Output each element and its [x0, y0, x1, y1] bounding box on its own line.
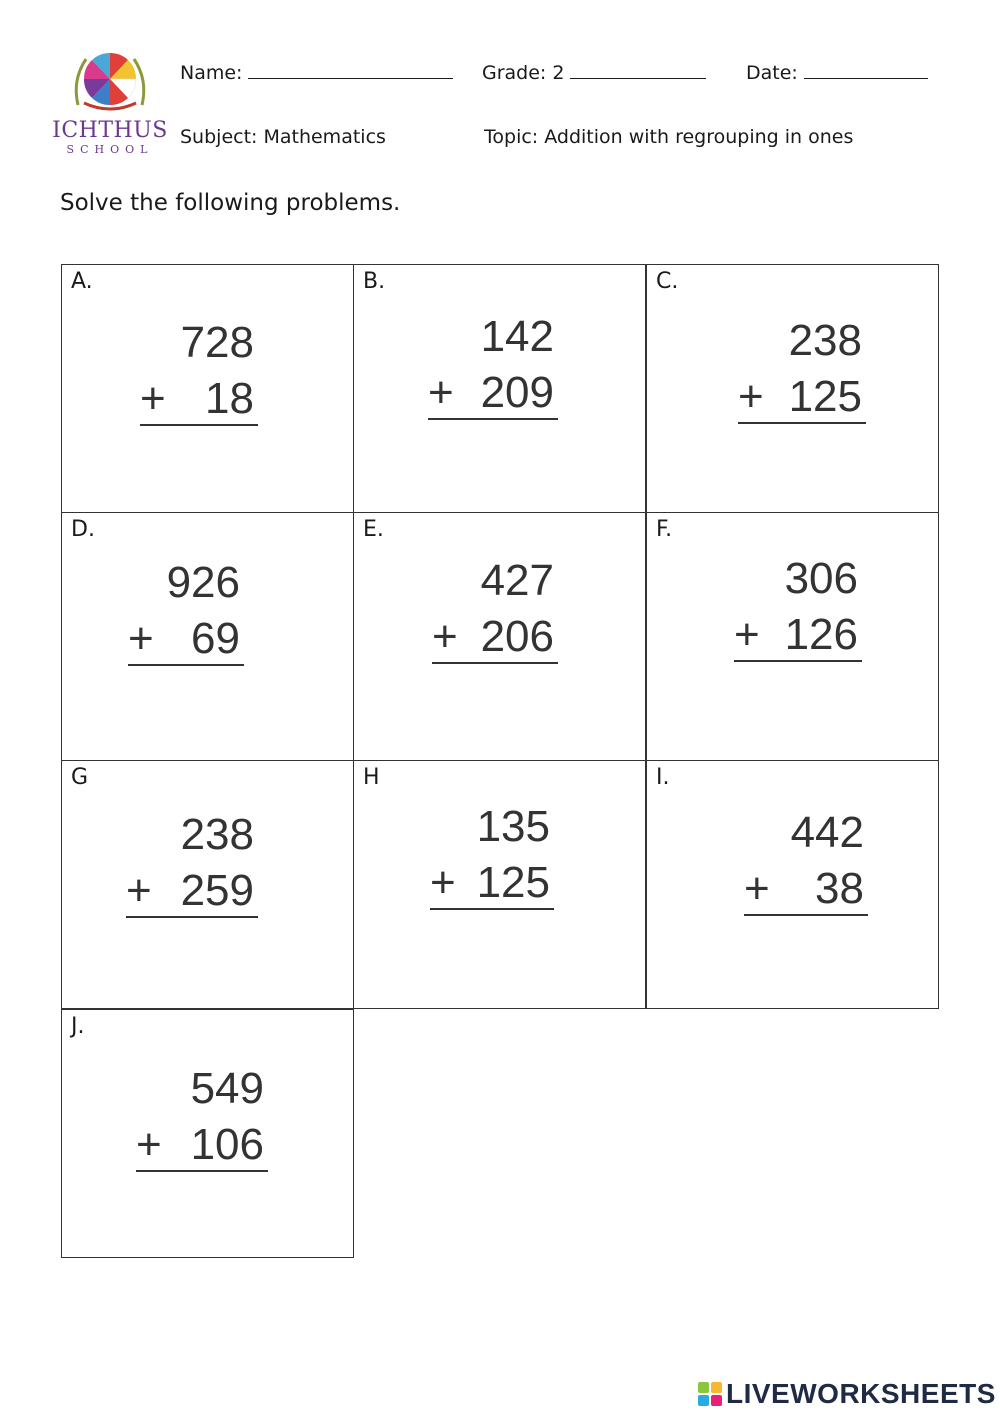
- problem-label: B.: [363, 269, 386, 294]
- name-blank[interactable]: [248, 65, 453, 79]
- addition-problem: [432, 556, 554, 666]
- plus-sign: +: [136, 1120, 162, 1169]
- plus-sign: +: [128, 614, 154, 663]
- addend-top: 549: [190, 1064, 264, 1113]
- plus-sign: +: [140, 374, 166, 423]
- grade-field: [482, 62, 706, 84]
- addition-problem: [738, 316, 862, 426]
- addend-bottom: 125: [788, 372, 862, 421]
- addition-problem: [140, 318, 254, 428]
- name-label: Name:: [180, 62, 243, 84]
- sum-rule: [128, 664, 244, 666]
- addend-bottom: 259: [180, 866, 254, 915]
- plus-sign: +: [734, 610, 760, 659]
- addend-bottom: 106: [190, 1120, 264, 1169]
- date-blank[interactable]: [804, 65, 928, 79]
- problem-label: F.: [656, 517, 673, 542]
- school-logo: [50, 45, 170, 160]
- sum-rule: [738, 422, 866, 424]
- addend-top: 238: [180, 810, 254, 859]
- plus-sign: +: [126, 866, 152, 915]
- plus-sign: +: [744, 864, 770, 913]
- problem-label: H: [363, 765, 380, 790]
- instructions: Solve the following problems.: [60, 190, 401, 216]
- addend-bottom: 126: [784, 610, 858, 659]
- date-field: [746, 62, 928, 84]
- sum-rule: [744, 914, 868, 916]
- subject-text: Subject: Mathematics: [180, 126, 386, 148]
- plus-sign: +: [430, 858, 456, 907]
- footer-brand-text: LIVEWORKSHEETS: [726, 1378, 996, 1409]
- problem-label: J.: [71, 1014, 85, 1039]
- addend-top: 306: [784, 554, 858, 603]
- date-label: Date:: [746, 62, 798, 84]
- sum-rule: [432, 662, 558, 664]
- addend-bottom: 38: [815, 864, 864, 913]
- grade-blank[interactable]: [570, 65, 706, 79]
- liveworksheets-icon: [698, 1382, 722, 1406]
- addend-top: 135: [476, 802, 550, 851]
- problem-label: G: [71, 765, 89, 790]
- addition-problem: [734, 554, 858, 664]
- addend-bottom: 125: [476, 858, 550, 907]
- addend-bottom: 69: [191, 614, 240, 663]
- footer-brand: [698, 1378, 996, 1410]
- logo-school-name: ICHTHUS: [52, 118, 168, 143]
- topic-text: Topic: Addition with regrouping in ones: [484, 126, 854, 148]
- addend-top: 238: [788, 316, 862, 365]
- addend-top: 142: [480, 312, 554, 361]
- addend-bottom: 18: [205, 374, 254, 423]
- sum-rule: [136, 1170, 268, 1172]
- addition-problem: [136, 1064, 264, 1174]
- plus-sign: +: [738, 372, 764, 421]
- addend-top: 728: [180, 318, 254, 367]
- addend-top: 926: [166, 558, 240, 607]
- plus-sign: +: [432, 612, 458, 661]
- addend-bottom: 209: [480, 368, 554, 417]
- logo-school-sub: SCHOOL: [66, 143, 154, 156]
- sum-rule: [126, 916, 258, 918]
- addition-problem: [126, 810, 254, 920]
- addition-problem: [428, 312, 554, 422]
- sum-rule: [430, 908, 554, 910]
- problem-label: I.: [656, 765, 670, 790]
- problem-label: C.: [656, 269, 679, 294]
- name-field: [180, 62, 453, 84]
- addend-bottom: 206: [480, 612, 554, 661]
- addend-top: 427: [480, 556, 554, 605]
- problem-label: E.: [363, 517, 384, 542]
- sum-rule: [140, 424, 258, 426]
- sum-rule: [734, 660, 862, 662]
- problem-label: A.: [71, 269, 93, 294]
- addition-problem: [744, 808, 864, 918]
- addition-problem: [128, 558, 240, 668]
- addend-top: 442: [790, 808, 864, 857]
- grade-label: Grade: 2: [482, 62, 565, 84]
- school-crest-icon: [68, 45, 152, 119]
- problem-label: D.: [71, 517, 95, 542]
- plus-sign: +: [428, 368, 454, 417]
- sum-rule: [428, 418, 558, 420]
- addition-problem: [430, 802, 550, 912]
